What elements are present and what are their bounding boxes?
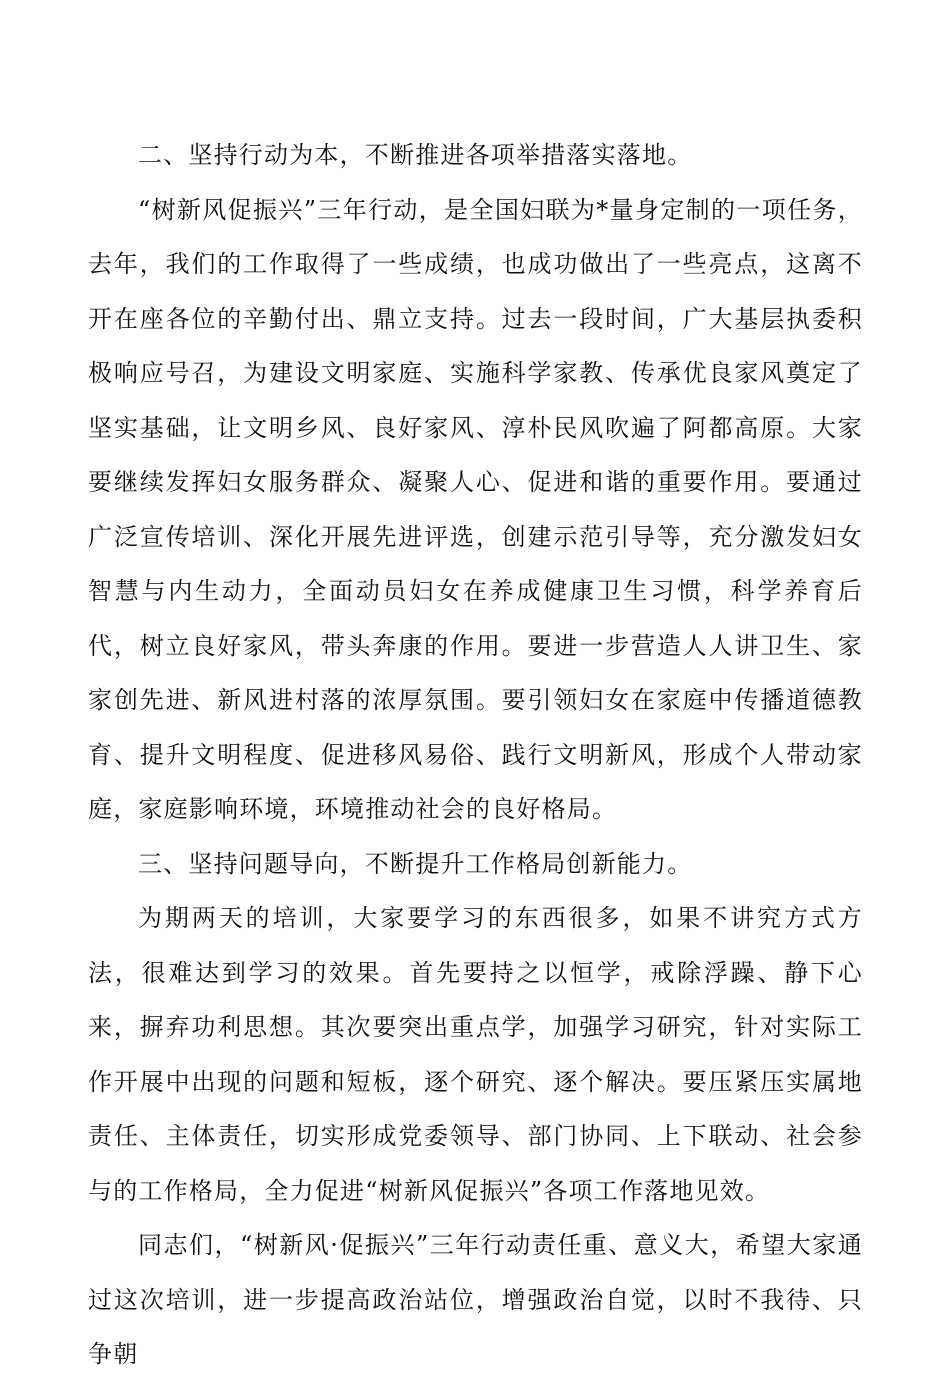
section-heading-two: 二、坚持行动为本，不断推进各项举措落实落地。 (138, 141, 693, 169)
document-body (88, 128, 863, 1382)
body-paragraph: 为期两天的培训，大家要学习的东西很多，如果不讲究方式方法，很难达到学习的效果。首先要持之以恒学，戒除浮躁、静下心来，摒弃功利思想。其次要突出重点学，加强学习研究，针对实际工作开展中出现的问题和短板，逐个研究、逐个解决。要压紧压实属地责任、主体责任，切实形成党委领导、部门协同、上下联动、社会参与的工作格局，全力促进“树新风促振兴”各项工作落地见效。 (88, 904, 863, 1205)
body-paragraph: 同志们，“树新风·促振兴”三年行动责任重、意义大，希望大家通过这次培训，进一步提高政治站位，增强政治自觉，以时不我待、只争朝 (88, 1231, 863, 1368)
section-heading-three: 三、坚持问题导向，不断提升工作格局创新能力。 (138, 849, 693, 878)
body-paragraph: “树新风促振兴”三年行动，是全国妇联为*量身定制的一项任务，去年，我们的工作取得了一些成绩，也成功做出了一些亮点，这离不开在座各位的辛勤付出、鼎立支持。过去一段时间，广大基层执委积极响应号召，为建设文明家庭、实施科学家教、传承优良家风奠定了坚实基础，让文明乡风、良好家风、淳朴民风吹遍了阿都高原。大家要继续发挥妇女服务群众、凝聚人心、促进和谐的重要作用。要通过广泛宣传培训、深化开展先进评选，创建示范引导等，充分激发妇女智慧与内生动力，全面动员妇女在养成健康卫生习惯，科学养育后代，树立良好家风，带头奔康的作用。要进一步营造人人讲卫生、家家创先进、新风进村落的浓厚氛围。要引领妇女在家庭中传播道德教育、提升文明程度、促进移风易俗、践行文明新风，形成个人带动家庭，家庭影响环境，环境推动社会的良好格局。 (88, 195, 863, 823)
